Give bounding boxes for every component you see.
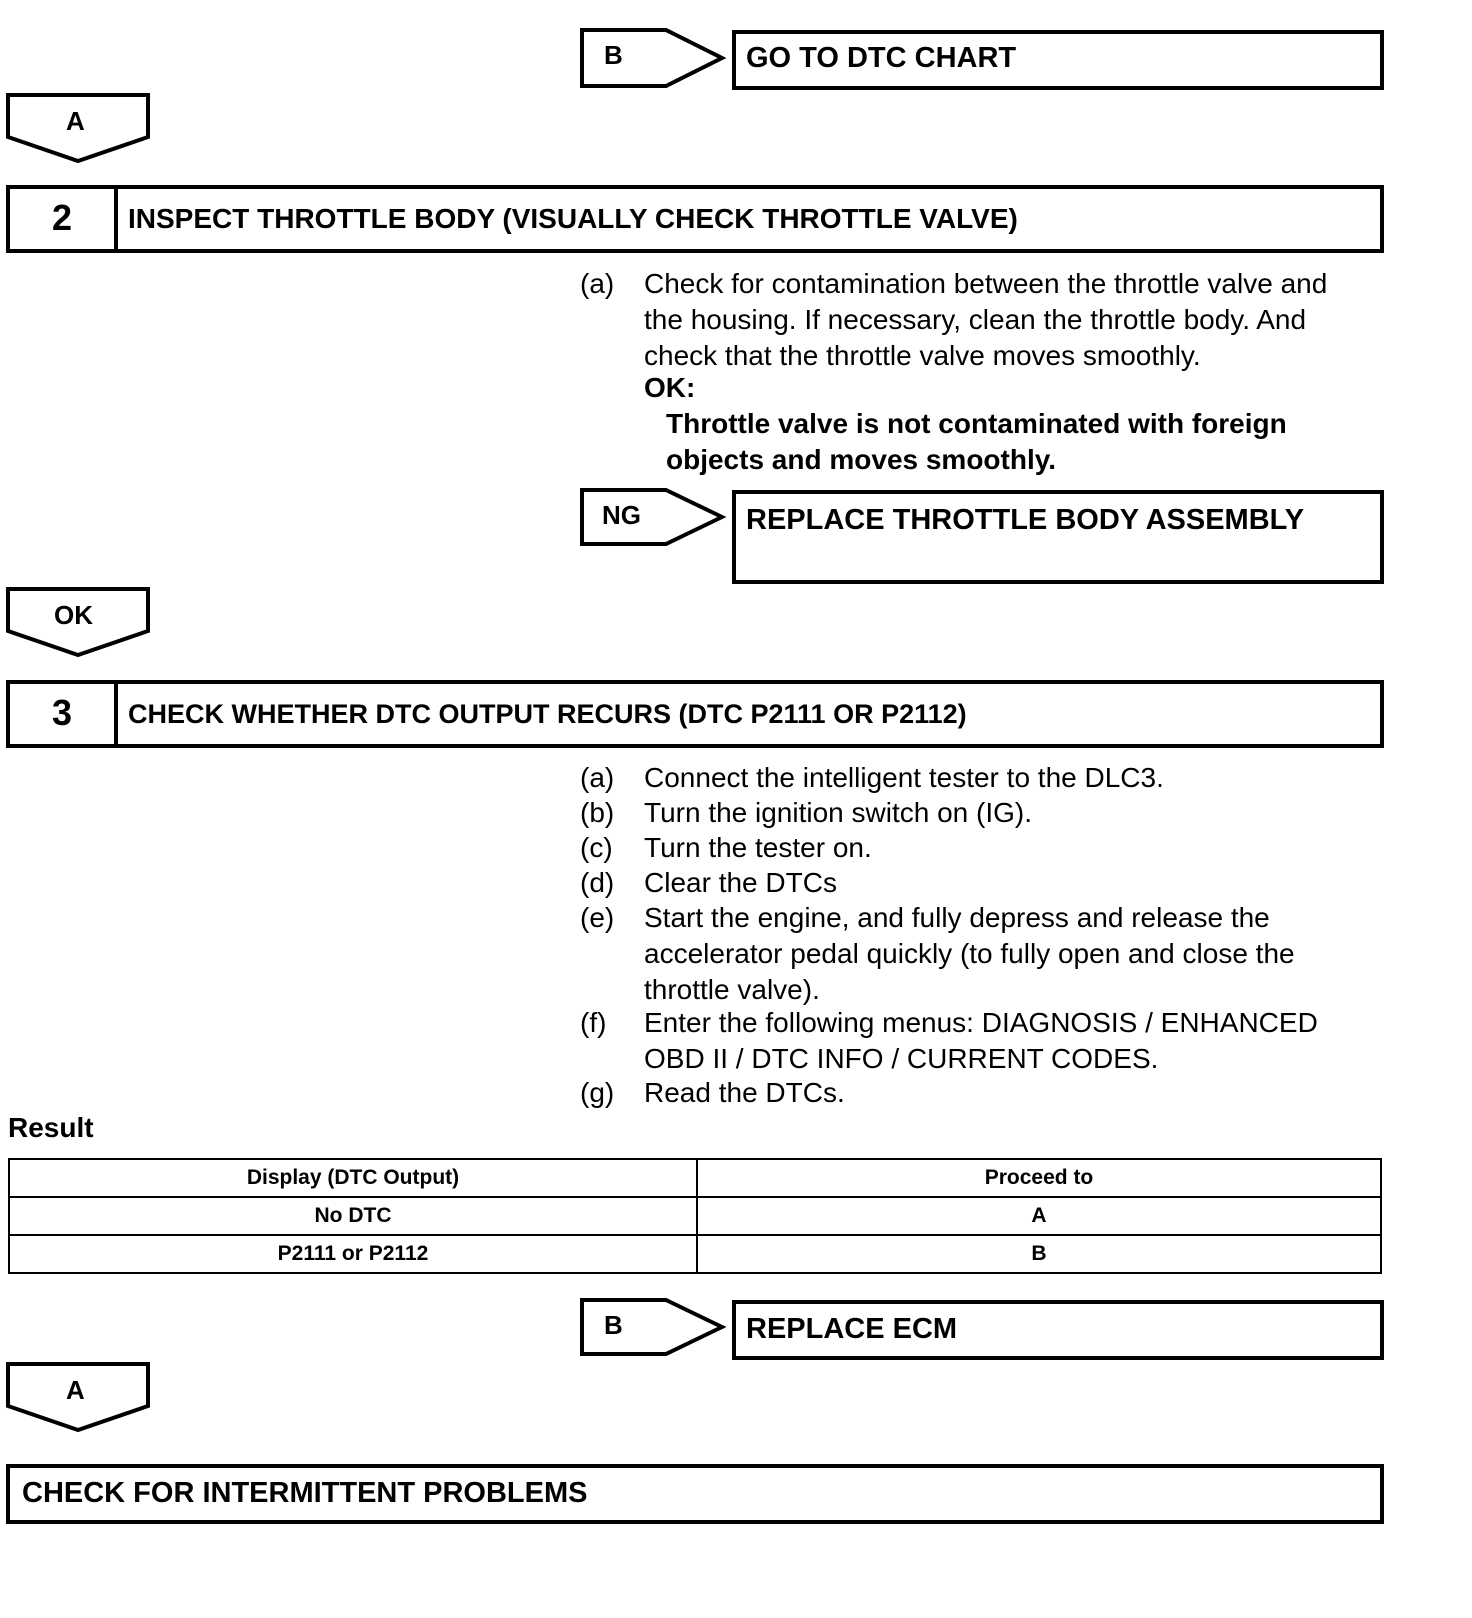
item-letter: (a) (580, 762, 615, 793)
branch-label-ng: NG (602, 500, 641, 530)
instruction-line: Read the DTCs. (644, 1077, 845, 1108)
step-3-instruction-c (580, 830, 1400, 866)
instruction-line: Connect the intelligent tester to the DLC3. (644, 762, 1164, 793)
table-row (9, 1235, 1381, 1273)
step-3-instruction-g (580, 1075, 1400, 1111)
check-intermittent-problems-text: CHECK FOR INTERMITTENT PROBLEMS (22, 1477, 588, 1509)
step-3-header (6, 680, 1384, 748)
step-title: CHECK WHETHER DTC OUTPUT RECURS (DTC P2111 OR P2112) (128, 699, 967, 729)
item-letter: (c) (580, 832, 613, 863)
step-number: 2 (51, 197, 73, 238)
replace-throttle-body-text: REPLACE THROTTLE BODY ASSEMBLY (746, 504, 1305, 536)
instruction-line: the housing. If necessary, clean the throttle body. And (644, 304, 1307, 335)
instruction-line: check that the throttle valve moves smoothly. (644, 340, 1201, 371)
result-heading: Result (8, 1112, 94, 1143)
step-title: INSPECT THROTTLE BODY (VISUALLY CHECK THROTTLE VALVE) (128, 203, 1018, 234)
step-3-instruction-a (580, 760, 1400, 796)
table-cell: P2111 or P2112 (9, 1235, 697, 1273)
step-3-instruction-f (580, 1005, 1400, 1077)
item-letter: (e) (580, 902, 615, 933)
replace-ecm-text: REPLACE ECM (746, 1313, 958, 1345)
item-letter: (d) (580, 867, 615, 898)
ok-criteria-line: Throttle valve is not contaminated with foreign (666, 408, 1287, 439)
table-cell: A (697, 1197, 1381, 1235)
table-header-cell: Display (DTC Output) (9, 1159, 697, 1197)
instruction-line: OBD II / DTC INFO / CURRENT CODES. (644, 1043, 1159, 1074)
table-header-row (9, 1159, 1381, 1197)
ok-criteria-line: objects and moves smoothly. (666, 444, 1057, 475)
step-3-instruction-b (580, 795, 1400, 831)
item-letter: (b) (580, 797, 615, 828)
ok-heading: OK: (644, 372, 696, 403)
step-2-instruction-a (580, 266, 1400, 386)
instruction-line: throttle valve). (644, 974, 820, 1005)
go-to-dtc-chart-box (732, 30, 1384, 90)
branch-label-a: A (66, 1375, 85, 1405)
item-letter: (a) (580, 268, 615, 299)
table-cell: B (697, 1235, 1381, 1273)
instruction-line: Start the engine, and fully depress and release the (644, 902, 1270, 933)
instruction-line: Turn the tester on. (644, 832, 872, 863)
branch-label-b: B (604, 40, 623, 70)
step-number: 3 (51, 692, 73, 733)
item-letter: (f) (580, 1007, 607, 1038)
step-divider (114, 684, 118, 744)
instruction-line: Enter the following menus: DIAGNOSIS / ENHANCED (644, 1007, 1318, 1038)
branch-arrow-right-icon (580, 1298, 726, 1356)
table-cell: No DTC (9, 1197, 697, 1235)
branch-label-a: A (66, 106, 85, 136)
table-header-cell: Proceed to (697, 1159, 1381, 1197)
step-2-header (6, 185, 1384, 253)
replace-throttle-body-box (732, 490, 1384, 584)
instruction-line: Clear the DTCs (644, 867, 837, 898)
step-divider (114, 189, 118, 249)
table-row (9, 1197, 1381, 1235)
ok-criteria (666, 406, 1287, 478)
branch-label-b: B (604, 1310, 623, 1340)
instruction-line: accelerator pedal quickly (to fully open and close the (644, 938, 1295, 969)
go-to-dtc-chart-text: GO TO DTC CHART (746, 42, 1017, 74)
branch-arrow-right-icon (580, 28, 726, 88)
instruction-line: Turn the ignition switch on (IG). (644, 797, 1033, 828)
result-table (8, 1158, 1382, 1274)
step-3-instruction-e (580, 900, 1400, 1008)
replace-ecm-box (732, 1300, 1384, 1360)
item-letter: (g) (580, 1077, 615, 1108)
instruction-line: Check for contamination between the throttle valve and (644, 268, 1328, 299)
check-intermittent-problems-box (6, 1464, 1384, 1524)
branch-label-ok: OK (54, 600, 93, 630)
step-3-instruction-d (580, 865, 1400, 901)
